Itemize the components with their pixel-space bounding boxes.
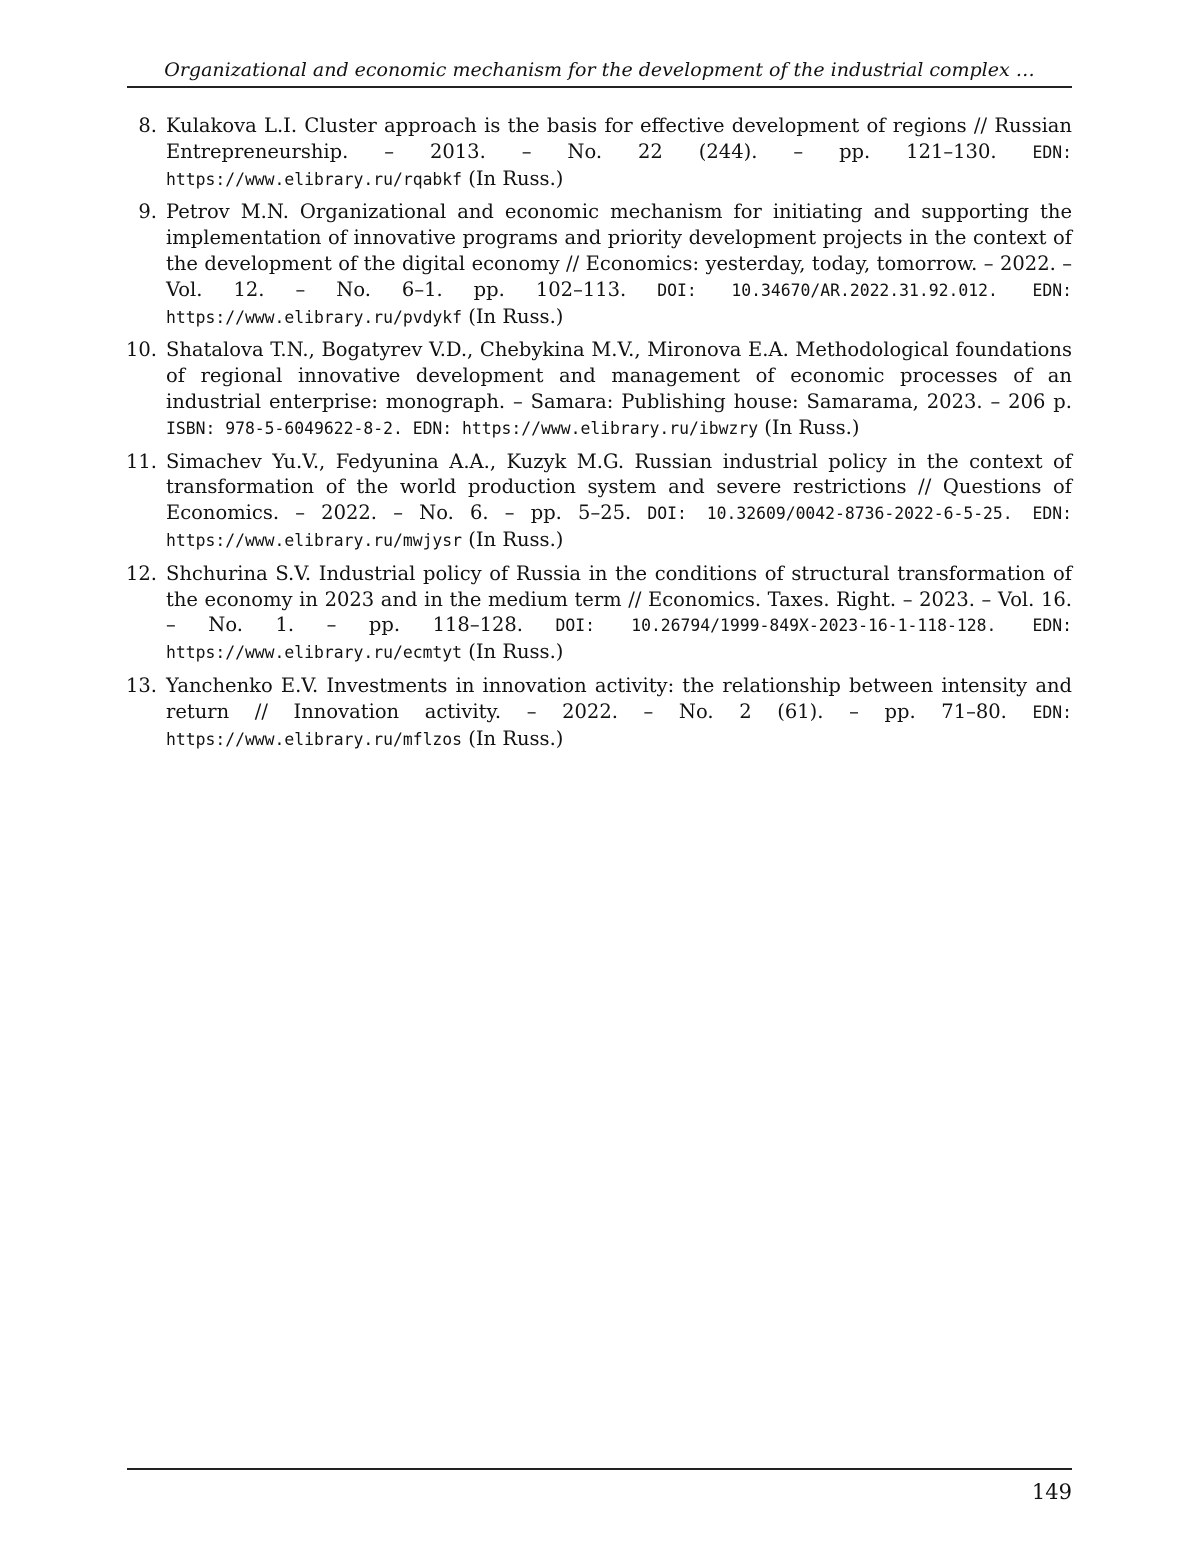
reference-number: 9. (138, 200, 157, 224)
reference-language: (In Russ.) (462, 166, 564, 190)
reference-identifiers: DOI: 10.26794/1999-849X-2023-16-1-118-128. EDN: https://www.elibrary.ru/ecmtyt (166, 616, 1072, 663)
reference-text: Shatalova T.N., Bogatyrev V.D., Chebykina M.V., Mironova E.A. Methodological foundations of regional innovative development and management of economic processes of an industrial enterprise: monograph. – Samara: Publishing house: Samarama, 2023. – 206 p. (166, 338, 1072, 413)
reference-identifiers: EDN: https://www.elibrary.ru/rqabkf (166, 142, 1072, 189)
page-number: 149 (1031, 1480, 1072, 1504)
reference-language: (In Russ.) (462, 527, 564, 551)
reference-text: Simachev Yu.V., Fedyunina A.A., Kuzyk M.G. Russian industrial policy in the context of transformation of the world production system and severe restrictions // Questions of Economics. – 2022. – No. 6. – pp. 5–25. (166, 449, 1072, 525)
reference-language: (In Russ.) (462, 640, 564, 664)
reference-item (127, 199, 1072, 330)
reference-language: (In Russ.) (758, 415, 860, 439)
reference-item (127, 449, 1072, 554)
reference-list (127, 113, 1072, 759)
reference-number: 10. (125, 338, 157, 362)
reference-text: Yanchenko E.V. Investments in innovation activity: the relationship between intensity and return // Innovation activity. – 2022. – No. 2 (61). – pp. 71–80. (166, 673, 1072, 723)
reference-item (127, 673, 1072, 752)
reference-text: Shchurina S.V. Industrial policy of Russia in the conditions of structural transformation of the economy in 2023 and in the medium term // Economics. Taxes. Right. – 2023. – Vol. 16. – No. 1. – pp. 118–128. (166, 561, 1072, 637)
reference-item (127, 113, 1072, 192)
reference-identifiers: EDN: https://www.elibrary.ru/mflzos (166, 702, 1072, 749)
reference-identifiers: DOI: 10.32609/0042-8736-2022-6-5-25. EDN: https://www.elibrary.ru/mwjysr (166, 504, 1072, 550)
reference-number: 12. (125, 561, 157, 585)
reference-number: 8. (138, 114, 157, 137)
reference-text: Kulakova L.I. Cluster approach is the basis for effective development of regions // Russian Entrepreneurship. – 2013. – No. 22 (244). – pp. 121–130. (166, 114, 1072, 163)
reference-number: 11. (125, 449, 157, 473)
reference-text: Petrov M.N. Organizational and economic mechanism for initiating and supporting the implementation of innovative programs and priority development projects in the context of the development of the digital economy // Economics: yesterday, today, tomorrow. – 2022. – Vol. 12. – No. 6–1. pp. 102–113. (166, 200, 1072, 301)
header-rule (127, 86, 1072, 88)
reference-number: 13. (125, 673, 157, 697)
footer-rule (127, 1468, 1072, 1470)
reference-item (127, 561, 1072, 666)
reference-item (127, 337, 1072, 441)
reference-language: (In Russ.) (462, 304, 564, 328)
reference-identifiers: ISBN: 978-5-6049622-8-2. EDN: https://www.elibrary.ru/ibwzry (166, 418, 759, 438)
reference-identifiers: DOI: 10.34670/AR.2022.31.92.012. EDN: https://www.elibrary.ru/pvdykf (166, 280, 1072, 327)
reference-language: (In Russ.) (462, 726, 564, 750)
running-header: Organizational and economic mechanism for the development of the industrial complex … (164, 59, 1035, 81)
